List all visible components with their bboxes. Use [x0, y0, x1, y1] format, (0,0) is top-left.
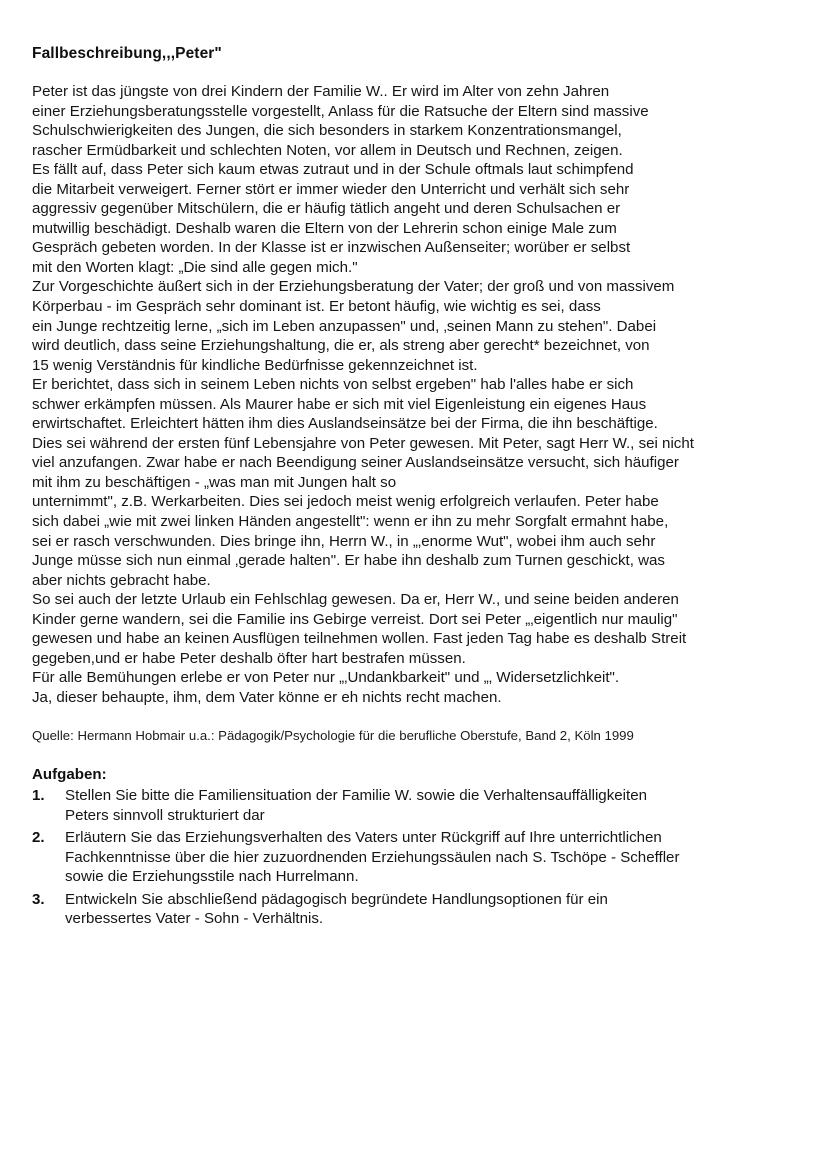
- body-line: mutwillig beschädigt. Deshalb waren die Eltern von der Lehrerin schon einige Male zum: [32, 219, 617, 237]
- body-line: sich dabei „wie mit zwei linken Händen angestellt": wenn er ihn zu mehr Sorgfalt ermahnt habe,: [32, 513, 669, 531]
- task-line: Peters sinnvoll strukturiert dar: [65, 806, 265, 824]
- body-line: Für alle Bemühungen erlebe er von Peter nur „‚Undankbarkeit" und „‚ Widersetzlichkeit".: [32, 669, 620, 687]
- body-line: Zur Vorgeschichte äußert sich in der Erziehungsberatung der Vater; der groß und von massivem: [32, 278, 675, 296]
- body-line: ein Junge rechtzeitig lerne, „sich im Leben anzupassen" und, ‚seinen Mann zu stehen". Dabei: [32, 317, 657, 335]
- body-line: viel anzufangen. Zwar habe er nach Beendigung seiner Auslandseinsätze versucht, sich häufiger: [32, 454, 679, 472]
- body-line: rascher Ermüdbarkeit und schlechten Noten, vor allem in Deutsch und Rechnen, zeigen.: [32, 141, 623, 159]
- body-line: wird deutlich, dass seine Erziehungshaltung, die er, als streng aber gerecht* bezeichnet, von: [32, 337, 650, 355]
- task-item: [32, 890, 792, 929]
- body-line: einer Erziehungsberatungsstelle vorgestellt, Anlass für die Ratsuche der Eltern sind massive: [32, 102, 649, 120]
- body-line: Gespräch gebeten worden. In der Klasse ist er inzwischen Außenseiter; worüber er selbst: [32, 239, 631, 257]
- body-line: schwer erkämpfen müssen. Als Maurer habe er sich mit viel Eigenleistung ein eigenes Haus: [32, 395, 647, 413]
- body-line: unternimmt", z.B. Werkarbeiten. Dies sei jedoch meist wenig erfolgreich verlaufen. Peter habe: [32, 493, 659, 511]
- task-line: verbessertes Vater - Sohn - Verhältnis.: [65, 910, 324, 928]
- body-line: So sei auch der letzte Urlaub ein Fehlschlag gewesen. Da er, Herr W., und seine beiden anderen: [32, 591, 679, 609]
- body-line: aber nichts gebracht habe.: [32, 571, 211, 589]
- body-line: Er berichtet, dass sich in seinem Leben nichts von selbst ergeben" hab l'alles habe er sich: [32, 376, 634, 394]
- body-line: 15 wenig Verständnis für kindliche Bedürfnisse gekennzeichnet ist.: [32, 356, 478, 374]
- body-line: erwirtschaftet. Erleichtert hätten ihm dies Auslandseinsätze bei der Firma, die ihn beschäftige.: [32, 415, 658, 433]
- page-title: Fallbeschreibung,,,Peter": [32, 45, 222, 62]
- tasks-heading: Aufgaben:: [32, 765, 107, 783]
- task-item: [32, 828, 792, 887]
- body-line: mit ihm zu beschäftigen - „was man mit Jungen halt so: [32, 473, 397, 491]
- body-line: die Mitarbeit verweigert. Ferner stört er immer wieder den Unterricht und verhält sich sehr: [32, 180, 630, 198]
- body-line: gewesen und habe an keinen Ausflügen teilnehmen wollen. Fast jeden Tag habe es deshalb Streit: [32, 630, 687, 648]
- body-line: aggressiv gegenüber Mitschülern, die er häufig tätlich angeht und deren Schulsachen er: [32, 200, 621, 218]
- body-line: Ja, dieser behaupte, ihm, dem Vater könne er eh nichts recht machen.: [32, 688, 502, 706]
- task-line: Fachkenntnisse über die hier zuzuordnenden Erziehungssäulen nach S. Tschöpe - Scheffler: [65, 848, 680, 866]
- tasks-list: [32, 786, 792, 929]
- task-number: 3.: [32, 890, 45, 908]
- body-line: mit den Worten klagt: „Die sind alle gegen mich.": [32, 258, 358, 276]
- task-item: [32, 786, 792, 825]
- body-line: Peter ist das jüngste von drei Kindern der Familie W.. Er wird im Alter von zehn Jahren: [32, 83, 610, 100]
- task-number: 1.: [32, 787, 45, 804]
- body-line: Junge müsse sich nun einmal ‚gerade halten". Er habe ihn deshalb zum Turnen geschickt, was: [32, 552, 665, 570]
- task-number: 2.: [32, 829, 45, 847]
- task-line: Entwickeln Sie abschließend pädagogisch begründete Handlungsoptionen für ein: [65, 890, 608, 908]
- body-line: sei er rasch verschwunden. Dies bringe ihn, Herrn W., in „‚enorme Wut", wobei ihm auch sehr: [32, 532, 656, 550]
- body-line: gegeben,und er habe Peter deshalb öfter hart bestrafen müssen.: [32, 649, 466, 667]
- case-description-body: [32, 82, 792, 708]
- document-content: [32, 44, 792, 932]
- task-line: Stellen Sie bitte die Familiensituation der Familie W. sowie die Verhaltensauffälligkeiten: [65, 787, 647, 804]
- body-line: Es fällt auf, dass Peter sich kaum etwas zutraut und in der Schule oftmals laut schimpfend: [32, 161, 634, 179]
- body-line: Körperbau - im Gespräch sehr dominant ist. Er betont häufig, wie wichtig es sei, dass: [32, 298, 601, 316]
- body-line: Dies sei während der ersten fünf Lebensjahre von Peter gewesen. Mit Peter, sagt Herr W., sei nicht: [32, 434, 694, 452]
- body-line: Schulschwierigkeiten des Jungen, die sich besonders in starkem Konzentrationsmangel,: [32, 122, 622, 140]
- task-line: Erläutern Sie das Erziehungsverhalten des Vaters unter Rückgriff auf Ihre unterrichtlichen: [65, 829, 662, 847]
- body-line: Kinder gerne wandern, sei die Familie ins Gebirge verreist. Dort sei Peter „‚eigentlich nur maulig": [32, 610, 678, 628]
- source-citation: Quelle: Hermann Hobmair u.a.: Pädagogik/Psychologie für die berufliche Oberstufe, Band 2, Köln 1999: [32, 727, 634, 743]
- task-line: sowie die Erziehungsstile nach Hurrelmann.: [65, 868, 359, 886]
